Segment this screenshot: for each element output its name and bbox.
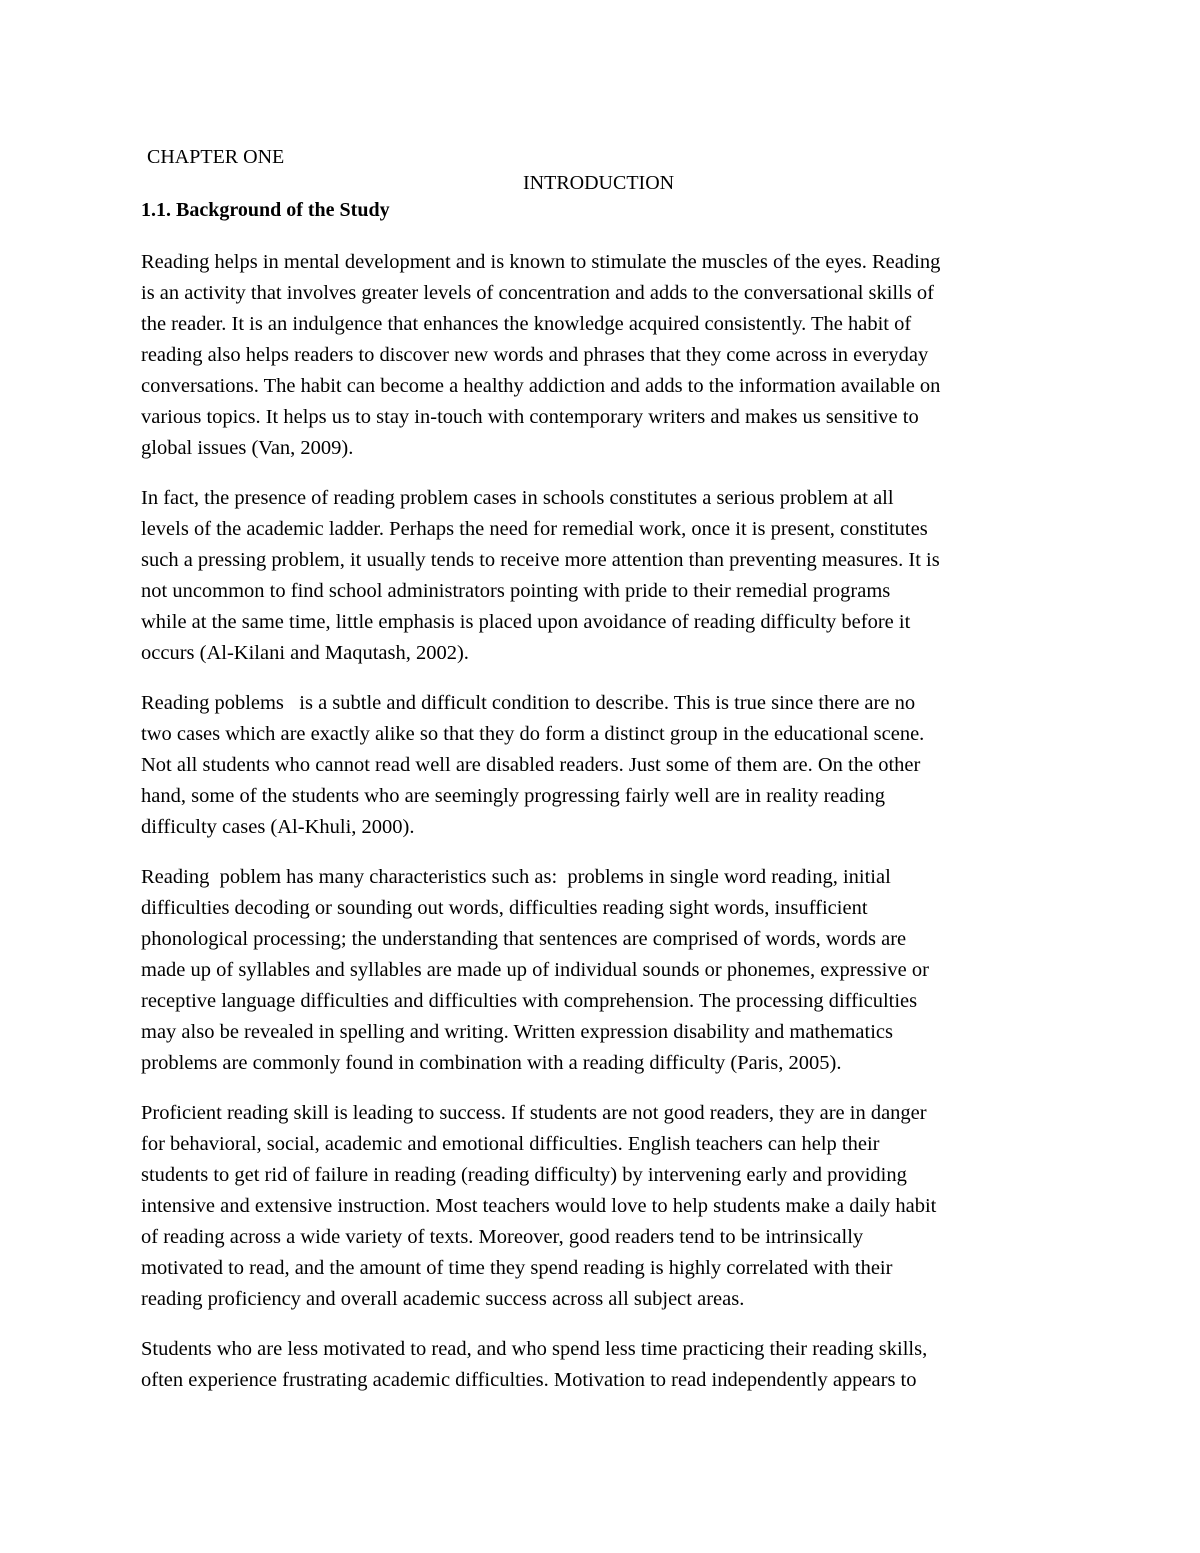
text-line: conversations. The habit can become a healthy addiction and adds to the information available on — [141, 375, 941, 397]
text-line: Students who are less motivated to read, and who spend less time practicing their reading skills, — [141, 1338, 928, 1360]
text-line: while at the same time, little emphasis is placed upon avoidance of reading difficulty before it — [141, 611, 911, 633]
text-line: Reading poblems is a subtle and difficult condition to describe. This is true since there are no — [141, 692, 916, 714]
section-heading: 1.1. Background of the Study — [141, 199, 390, 221]
text-line: problems are commonly found in combination with a reading difficulty (Paris, 2005). — [141, 1052, 842, 1074]
body-text — [141, 247, 1066, 1415]
text-line: Reading helps in mental development and is known to stimulate the muscles of the eyes. Reading — [141, 251, 941, 273]
text-line: made up of syllables and syllables are made up of individual sounds or phonemes, expressive or — [141, 959, 929, 981]
paragraph — [141, 1098, 1066, 1315]
text-line: hand, some of the students who are seemingly progressing fairly well are in reality reading — [141, 785, 886, 807]
text-line: reading proficiency and overall academic success across all subject areas. — [141, 1288, 745, 1310]
paragraph — [141, 862, 1066, 1079]
paragraph — [141, 247, 1066, 464]
paragraph — [141, 483, 1066, 669]
text-line: Not all students who cannot read well are disabled readers. Just some of them are. On the other — [141, 754, 921, 776]
text-line: Reading poblem has many characteristics such as: problems in single word reading, initial — [141, 866, 891, 888]
text-line: phonological processing; the understanding that sentences are comprised of words, words are — [141, 928, 907, 950]
text-line: levels of the academic ladder. Perhaps the need for remedial work, once it is present, constitutes — [141, 518, 928, 540]
text-line: difficulty cases (Al-Khuli, 2000). — [141, 816, 415, 838]
chapter-label: CHAPTER ONE — [147, 146, 285, 168]
text-line: motivated to read, and the amount of time they spend reading is highly correlated with their — [141, 1257, 893, 1279]
text-line: global issues (Van, 2009). — [141, 437, 354, 459]
chapter-title: INTRODUCTION — [523, 172, 675, 194]
text-line: is an activity that involves greater levels of concentration and adds to the conversational skills of — [141, 282, 935, 304]
text-line: two cases which are exactly alike so that they do form a distinct group in the educational scene. — [141, 723, 925, 745]
text-line: difficulties decoding or sounding out words, difficulties reading sight words, insufficient — [141, 897, 868, 919]
text-line: may also be revealed in spelling and writing. Written expression disability and mathematics — [141, 1021, 893, 1043]
text-line: students to get rid of failure in reading (reading difficulty) by intervening early and providing — [141, 1164, 907, 1186]
text-line: In fact, the presence of reading problem cases in schools constitutes a serious problem at all — [141, 487, 894, 509]
paragraph — [141, 1334, 1066, 1396]
text-line: often experience frustrating academic difficulties. Motivation to read independently appears to — [141, 1369, 917, 1391]
text-line: Proficient reading skill is leading to success. If students are not good readers, they are in danger — [141, 1102, 927, 1124]
text-line: receptive language difficulties and difficulties with comprehension. The processing difficulties — [141, 990, 918, 1012]
text-line: reading also helps readers to discover new words and phrases that they come across in everyday — [141, 344, 929, 366]
text-line: for behavioral, social, academic and emotional difficulties. English teachers can help their — [141, 1133, 880, 1155]
text-line: occurs (Al-Kilani and Maqutash, 2002). — [141, 642, 469, 664]
text-line: not uncommon to find school administrators pointing with pride to their remedial programs — [141, 580, 891, 602]
text-line: of reading across a wide variety of texts. Moreover, good readers tend to be intrinsically — [141, 1226, 864, 1248]
paragraph — [141, 688, 1066, 843]
text-line: the reader. It is an indulgence that enhances the knowledge acquired consistently. The habit of — [141, 313, 912, 335]
text-line: such a pressing problem, it usually tends to receive more attention than preventing measures. It is — [141, 549, 940, 571]
text-line: various topics. It helps us to stay in-touch with contemporary writers and makes us sensitive to — [141, 406, 919, 428]
text-line: intensive and extensive instruction. Most teachers would love to help students make a daily habit — [141, 1195, 937, 1217]
